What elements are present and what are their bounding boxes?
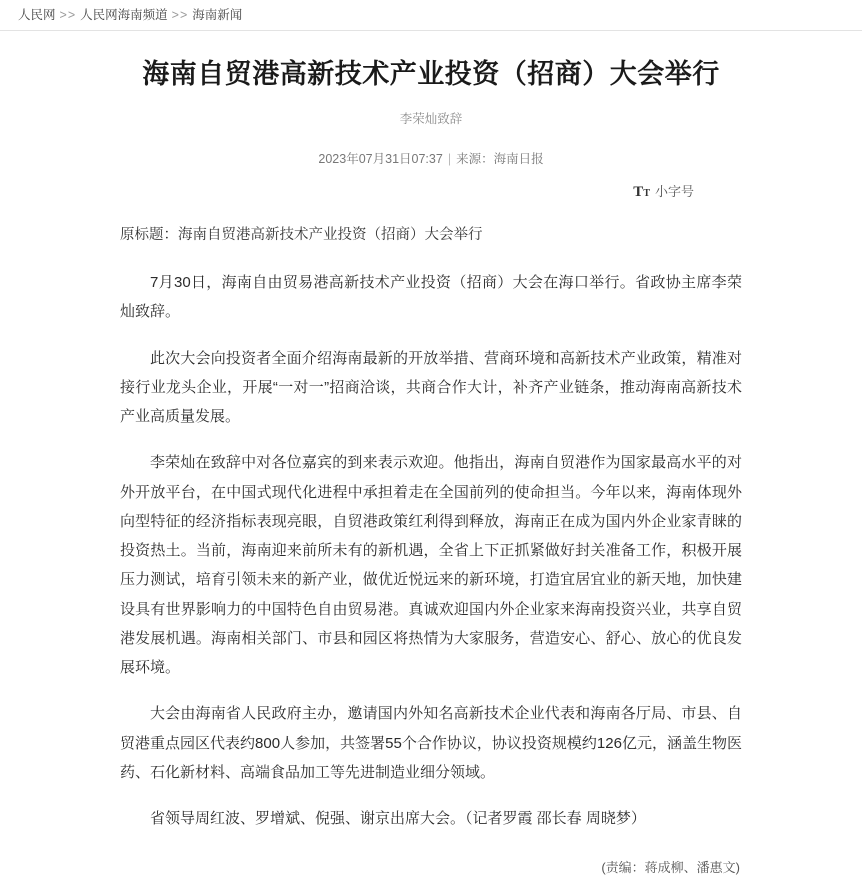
publish-date: 2023年07月31日07:37 <box>318 152 443 167</box>
fontsize-bar <box>120 181 742 201</box>
source-label: 来源： <box>456 152 494 167</box>
original-title <box>120 223 742 248</box>
font-size-label: 小字号 <box>654 184 694 200</box>
article-paragraph: 7月30日，海南自由贸易港高新技术产业投资（招商）大会在海口举行。省政协主席李荣灿致辞。 <box>120 274 742 321</box>
article-paragraph: 此次大会向投资者全面介绍海南最新的开放举措、营商环境和高新技术产业政策，精准对接行业龙头企业，开展“一对一”招商洽谈，共商合作大计，补齐产业链条，推动海南高新技术产业高质量发展。 <box>120 349 742 426</box>
article-content <box>120 268 742 833</box>
source-name: 海南日报 <box>493 152 544 167</box>
breadcrumb-item-2[interactable]: 海南新闻 <box>192 8 243 22</box>
article-meta <box>120 149 742 167</box>
article-paragraph: 李荣灿在致辞中对各位嘉宾的到来表示欢迎。他指出，海南自贸港作为国家最高水平的对外开放平台，在中国式现代化进程中承担着走在全国前列的使命担当。今年以来，海南体现外向型特征的经济指标表现亮眼，自贸港政策红利得到释放，海南正在成为国内外企业家青睐的投资热土。当前，海南迎来前所未有的新机遇，全省上下正抓紧做好封关准备工作，积极开展压力测试，培育引领未来的新产业，做优近悦远来的新环境，打造宜居宜业的新天地，加快建设具有世界影响力的中国特色自由贸易港。真诚欢迎国内外企业家来海南投资兴业，共享自贸港发展机遇。海南相关部门、市县和园区将热情为大家服务，营造安心、舒心、放心的优良发展环境。 <box>120 454 742 677</box>
page-title: 海南自贸港高新技术产业投资（招商）大会举行 <box>142 59 720 90</box>
text-size-icon: TT <box>633 184 650 201</box>
breadcrumb-separator-0: >> <box>59 8 77 22</box>
original-title-label: 原标题： <box>120 227 178 244</box>
font-size-button[interactable] <box>633 181 694 201</box>
article-body <box>0 57 862 876</box>
breadcrumb-separator-1: >> <box>171 8 189 22</box>
editor-credit: (责编：蒋成柳、潘惠文) <box>601 860 740 876</box>
article-paragraph: 大会由海南省人民政府主办，邀请国内外知名高新技术企业代表和海南各厅局、市县、自贸港重点园区代表约800人参加，共签署55个合作协议，协议投资规模约126亿元，涵盖生物医药、石化新材料、高端食品加工等先进制造业细分领域。 <box>120 705 742 781</box>
original-title-text: 海南自贸港高新技术产业投资（招商）大会举行 <box>178 227 483 244</box>
breadcrumb <box>0 0 862 31</box>
article-paragraph: 省领导周红波、罗增斌、倪强、谢京出席大会。（记者罗霞 邵长春 周晓梦） <box>150 810 646 828</box>
meta-separator: | <box>447 152 452 167</box>
breadcrumb-item-1[interactable]: 人民网海南频道 <box>80 8 168 22</box>
breadcrumb-item-0[interactable]: 人民网 <box>18 8 56 22</box>
article-subhead: 李荣灿致辞 <box>399 112 463 127</box>
